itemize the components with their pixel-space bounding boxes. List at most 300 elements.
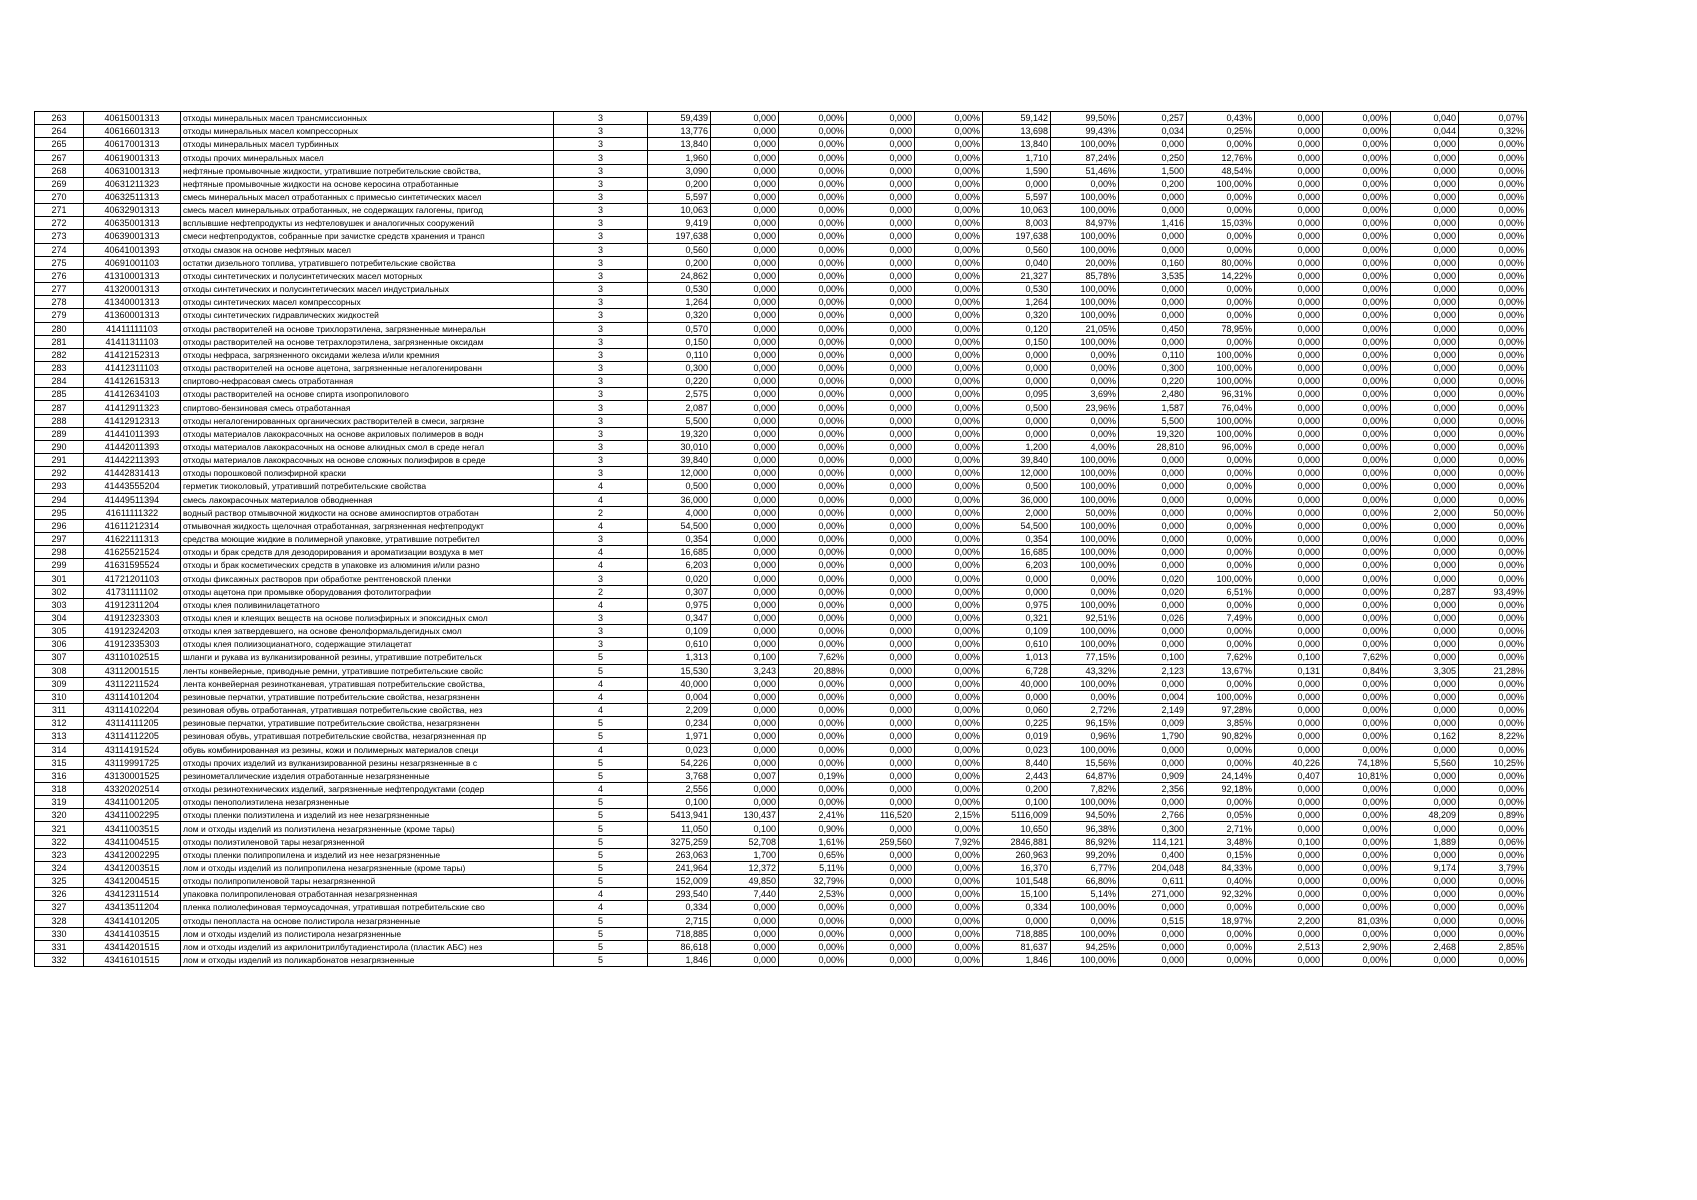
cell-p4: 7,82% — [1051, 782, 1119, 795]
cell-n: 322 — [35, 835, 84, 848]
cell-p2: 0,00% — [779, 506, 847, 519]
cell-v2: 0,000 — [711, 283, 779, 296]
cell-p7: 0,00% — [1459, 533, 1527, 546]
cell-v1: 9,419 — [648, 217, 711, 230]
cell-n: 293 — [35, 480, 84, 493]
cell-p3: 0,00% — [915, 112, 983, 125]
cell-p5: 100,00% — [1187, 572, 1255, 585]
cell-code: 43411002295 — [84, 809, 181, 822]
cell-cls: 3 — [554, 572, 648, 585]
cell-v6: 0,000 — [1255, 177, 1323, 190]
cell-p3: 0,00% — [915, 796, 983, 809]
cell-p6: 0,00% — [1323, 717, 1391, 730]
cell-v7: 1,889 — [1391, 835, 1459, 848]
cell-p2: 0,00% — [779, 440, 847, 453]
cell-v3: 0,000 — [847, 533, 915, 546]
cell-p6: 0,00% — [1323, 901, 1391, 914]
cell-v7: 0,000 — [1391, 467, 1459, 480]
cell-v3: 0,000 — [847, 796, 915, 809]
cell-v4: 0,500 — [983, 480, 1051, 493]
cell-v1: 2,209 — [648, 704, 711, 717]
cell-p3: 0,00% — [915, 440, 983, 453]
cell-v5: 0,611 — [1119, 875, 1187, 888]
cell-p2: 0,00% — [779, 901, 847, 914]
cell-name: отходы пенополиэтилена незагрязненные — [181, 796, 554, 809]
cell-v7: 0,000 — [1391, 677, 1459, 690]
cell-p6: 0,00% — [1323, 585, 1391, 598]
cell-v2: 0,000 — [711, 559, 779, 572]
cell-v1: 0,570 — [648, 322, 711, 335]
cell-v3: 0,000 — [847, 861, 915, 874]
cell-p7: 0,00% — [1459, 888, 1527, 901]
cell-v1: 2,556 — [648, 782, 711, 795]
cell-name: отходы клея полиизоцианатного, содержащие этилацетат — [181, 638, 554, 651]
cell-p7: 0,00% — [1459, 322, 1527, 335]
cell-p5: 92,18% — [1187, 782, 1255, 795]
cell-v4: 1,846 — [983, 954, 1051, 967]
cell-p4: 86,92% — [1051, 835, 1119, 848]
cell-v4: 0,530 — [983, 283, 1051, 296]
cell-name: смесь масел минеральных отработанных, не содержащих галогены, пригод — [181, 204, 554, 217]
cell-v5: 0,000 — [1119, 940, 1187, 953]
cell-n: 290 — [35, 440, 84, 453]
cell-p3: 0,00% — [915, 546, 983, 559]
cell-v3: 0,000 — [847, 756, 915, 769]
cell-p4: 100,00% — [1051, 243, 1119, 256]
cell-p6: 0,00% — [1323, 269, 1391, 282]
cell-p3: 2,15% — [915, 809, 983, 822]
table-row — [35, 401, 1527, 414]
cell-p6: 0,00% — [1323, 782, 1391, 795]
cell-v2: 0,000 — [711, 572, 779, 585]
cell-p7: 0,00% — [1459, 296, 1527, 309]
cell-code: 43114102204 — [84, 704, 181, 717]
cell-v1: 0,110 — [648, 348, 711, 361]
cell-v2: 0,000 — [711, 138, 779, 151]
cell-p2: 0,00% — [779, 151, 847, 164]
cell-p7: 0,00% — [1459, 361, 1527, 374]
table-row — [35, 690, 1527, 703]
cell-v3: 0,000 — [847, 769, 915, 782]
cell-p4: 100,00% — [1051, 454, 1119, 467]
cell-name: отходы синтетических масел компрессорных — [181, 296, 554, 309]
cell-v7: 0,000 — [1391, 533, 1459, 546]
cell-p7: 0,00% — [1459, 914, 1527, 927]
cell-v4: 197,638 — [983, 230, 1051, 243]
cell-v3: 0,000 — [847, 480, 915, 493]
cell-v6: 0,000 — [1255, 954, 1323, 967]
cell-code: 41442831413 — [84, 467, 181, 480]
cell-p7: 3,79% — [1459, 861, 1527, 874]
cell-p3: 0,00% — [915, 125, 983, 138]
cell-v5: 0,257 — [1119, 112, 1187, 125]
cell-n: 328 — [35, 914, 84, 927]
cell-v1: 0,020 — [648, 572, 711, 585]
cell-name: лом и отходы изделий из полистирола незагрязненные — [181, 927, 554, 940]
cell-v1: 2,087 — [648, 401, 711, 414]
cell-p2: 32,79% — [779, 875, 847, 888]
cell-v5: 0,000 — [1119, 533, 1187, 546]
cell-p7: 0,00% — [1459, 454, 1527, 467]
cell-p4: 0,00% — [1051, 585, 1119, 598]
table-row — [35, 388, 1527, 401]
cell-v7: 0,000 — [1391, 611, 1459, 624]
cell-p7: 0,00% — [1459, 954, 1527, 967]
cell-p4: 100,00% — [1051, 927, 1119, 940]
cell-p4: 100,00% — [1051, 954, 1119, 967]
cell-p3: 0,00% — [915, 296, 983, 309]
cell-cls: 3 — [554, 190, 648, 203]
cell-code: 41412152313 — [84, 348, 181, 361]
cell-v3: 0,000 — [847, 348, 915, 361]
cell-cls: 3 — [554, 427, 648, 440]
cell-v1: 0,100 — [648, 796, 711, 809]
cell-p4: 3,69% — [1051, 388, 1119, 401]
cell-v4: 40,000 — [983, 677, 1051, 690]
cell-v1: 263,063 — [648, 848, 711, 861]
cell-p6: 0,00% — [1323, 112, 1391, 125]
table-row — [35, 769, 1527, 782]
cell-p5: 100,00% — [1187, 361, 1255, 374]
cell-p7: 0,06% — [1459, 835, 1527, 848]
cell-v3: 0,000 — [847, 467, 915, 480]
cell-name: отходы пленки полипропилена и изделий из нее незагрязненные — [181, 848, 554, 861]
cell-p5: 0,00% — [1187, 296, 1255, 309]
cell-n: 292 — [35, 467, 84, 480]
cell-v5: 0,000 — [1119, 677, 1187, 690]
cell-p4: 6,77% — [1051, 861, 1119, 874]
table-row — [35, 809, 1527, 822]
cell-p2: 0,00% — [779, 717, 847, 730]
cell-cls: 3 — [554, 440, 648, 453]
cell-name: отходы минеральных масел трансмиссионных — [181, 112, 554, 125]
cell-p2: 0,00% — [779, 335, 847, 348]
cell-v5: 1,500 — [1119, 164, 1187, 177]
cell-cls: 5 — [554, 756, 648, 769]
cell-code: 41625521524 — [84, 546, 181, 559]
cell-name: отходы растворителей на основе трихлорэтилена, загрязненные минеральн — [181, 322, 554, 335]
cell-n: 285 — [35, 388, 84, 401]
cell-v7: 0,040 — [1391, 112, 1459, 125]
table-row — [35, 611, 1527, 624]
table-row — [35, 954, 1527, 967]
cell-n: 308 — [35, 664, 84, 677]
cell-code: 41412912313 — [84, 414, 181, 427]
cell-v6: 0,000 — [1255, 454, 1323, 467]
cell-v3: 0,000 — [847, 611, 915, 624]
cell-n: 315 — [35, 756, 84, 769]
cell-p2: 20,88% — [779, 664, 847, 677]
cell-p5: 0,40% — [1187, 875, 1255, 888]
table-row — [35, 217, 1527, 230]
cell-v6: 0,000 — [1255, 861, 1323, 874]
cell-p3: 0,00% — [915, 954, 983, 967]
cell-v5: 0,000 — [1119, 796, 1187, 809]
cell-p2: 0,90% — [779, 822, 847, 835]
cell-p5: 0,00% — [1187, 559, 1255, 572]
cell-v1: 197,638 — [648, 230, 711, 243]
cell-p5: 100,00% — [1187, 427, 1255, 440]
cell-cls: 4 — [554, 901, 648, 914]
cell-v3: 0,000 — [847, 309, 915, 322]
table-row — [35, 743, 1527, 756]
cell-cls: 2 — [554, 506, 648, 519]
cell-v3: 0,000 — [847, 230, 915, 243]
cell-v7: 0,000 — [1391, 151, 1459, 164]
cell-v5: 0,000 — [1119, 454, 1187, 467]
cell-v6: 0,000 — [1255, 269, 1323, 282]
cell-n: 277 — [35, 283, 84, 296]
cell-p4: 21,05% — [1051, 322, 1119, 335]
cell-v7: 0,000 — [1391, 388, 1459, 401]
cell-p3: 0,00% — [915, 375, 983, 388]
cell-n: 294 — [35, 493, 84, 506]
cell-cls: 3 — [554, 375, 648, 388]
cell-p5: 48,54% — [1187, 164, 1255, 177]
table-row — [35, 756, 1527, 769]
cell-v5: 0,034 — [1119, 125, 1187, 138]
cell-p4: 100,00% — [1051, 335, 1119, 348]
cell-p6: 0,00% — [1323, 875, 1391, 888]
cell-code: 41611111322 — [84, 506, 181, 519]
cell-v6: 0,000 — [1255, 112, 1323, 125]
cell-name: ленты конвейерные, приводные ремни, утратившие потребительские свойс — [181, 664, 554, 677]
cell-cls: 3 — [554, 125, 648, 138]
cell-v4: 10,063 — [983, 204, 1051, 217]
cell-n: 280 — [35, 322, 84, 335]
cell-v5: 0,000 — [1119, 296, 1187, 309]
cell-code: 40616601313 — [84, 125, 181, 138]
cell-p3: 0,00% — [915, 519, 983, 532]
cell-name: резинометаллические изделия отработанные незагрязненные — [181, 769, 554, 782]
cell-v3: 0,000 — [847, 427, 915, 440]
cell-p4: 100,00% — [1051, 296, 1119, 309]
cell-v3: 0,000 — [847, 401, 915, 414]
cell-v7: 0,000 — [1391, 401, 1459, 414]
cell-v1: 1,313 — [648, 651, 711, 664]
cell-v3: 0,000 — [847, 927, 915, 940]
cell-name: отходы растворителей на основе спирта изопропилового — [181, 388, 554, 401]
cell-code: 40635001313 — [84, 217, 181, 230]
cell-n: 306 — [35, 638, 84, 651]
cell-v3: 0,000 — [847, 638, 915, 651]
cell-p3: 0,00% — [915, 875, 983, 888]
cell-v2: 1,700 — [711, 848, 779, 861]
cell-p3: 0,00% — [915, 888, 983, 901]
cell-v1: 3,090 — [648, 164, 711, 177]
table-row — [35, 717, 1527, 730]
cell-p5: 7,49% — [1187, 611, 1255, 624]
cell-cls: 5 — [554, 651, 648, 664]
cell-n: 275 — [35, 256, 84, 269]
cell-v2: 0,000 — [711, 480, 779, 493]
cell-cls: 3 — [554, 401, 648, 414]
cell-p5: 3,48% — [1187, 835, 1255, 848]
cell-p5: 0,15% — [1187, 848, 1255, 861]
cell-p6: 0,00% — [1323, 835, 1391, 848]
cell-v1: 0,234 — [648, 717, 711, 730]
cell-p3: 0,00% — [915, 572, 983, 585]
cell-name: лом и отходы изделий из акрилонитрилбутадиенстирола (пластик АБС) нез — [181, 940, 554, 953]
cell-v6: 0,000 — [1255, 625, 1323, 638]
cell-v6: 0,100 — [1255, 835, 1323, 848]
cell-name: отходы ацетона при промывке оборудования фотолитографии — [181, 585, 554, 598]
cell-v7: 0,000 — [1391, 269, 1459, 282]
cell-p4: 0,00% — [1051, 348, 1119, 361]
cell-p5: 0,00% — [1187, 546, 1255, 559]
cell-v4: 2,443 — [983, 769, 1051, 782]
cell-v6: 2,200 — [1255, 914, 1323, 927]
cell-v2: 0,007 — [711, 769, 779, 782]
table-row — [35, 901, 1527, 914]
cell-v6: 0,000 — [1255, 782, 1323, 795]
cell-name: шланги и рукава из вулканизированной резины, утратившие потребительск — [181, 651, 554, 664]
cell-p4: 100,00% — [1051, 230, 1119, 243]
cell-v6: 0,000 — [1255, 888, 1323, 901]
cell-p4: 23,96% — [1051, 401, 1119, 414]
cell-code: 43320202514 — [84, 782, 181, 795]
cell-p2: 0,00% — [779, 204, 847, 217]
cell-v3: 0,000 — [847, 361, 915, 374]
cell-v2: 0,000 — [711, 322, 779, 335]
cell-p4: 0,96% — [1051, 730, 1119, 743]
cell-v2: 0,000 — [711, 940, 779, 953]
cell-p6: 0,00% — [1323, 625, 1391, 638]
cell-n: 264 — [35, 125, 84, 138]
cell-name: водный раствор отмывочной жидкости на основе аминоспиртов отработан — [181, 506, 554, 519]
cell-n: 302 — [35, 585, 84, 598]
cell-v5: 0,000 — [1119, 546, 1187, 559]
cell-v4: 1,590 — [983, 164, 1051, 177]
cell-p2: 7,62% — [779, 651, 847, 664]
cell-n: 270 — [35, 190, 84, 203]
table-row — [35, 204, 1527, 217]
cell-p5: 100,00% — [1187, 348, 1255, 361]
cell-p6: 0,00% — [1323, 796, 1391, 809]
cell-p5: 0,00% — [1187, 796, 1255, 809]
cell-v7: 0,000 — [1391, 559, 1459, 572]
cell-v3: 0,000 — [847, 717, 915, 730]
cell-p5: 0,00% — [1187, 309, 1255, 322]
cell-v7: 0,000 — [1391, 283, 1459, 296]
cell-p4: 100,00% — [1051, 204, 1119, 217]
cell-v5: 2,766 — [1119, 809, 1187, 822]
cell-v6: 0,000 — [1255, 388, 1323, 401]
cell-p6: 0,00% — [1323, 217, 1391, 230]
cell-v4: 260,963 — [983, 848, 1051, 861]
cell-v4: 1,200 — [983, 440, 1051, 453]
cell-p4: 64,87% — [1051, 769, 1119, 782]
cell-code: 43114112205 — [84, 730, 181, 743]
cell-p3: 0,00% — [915, 651, 983, 664]
cell-cls: 3 — [554, 467, 648, 480]
cell-p2: 0,00% — [779, 269, 847, 282]
cell-v5: 0,450 — [1119, 322, 1187, 335]
cell-v3: 0,000 — [847, 335, 915, 348]
cell-p3: 0,00% — [915, 533, 983, 546]
table-row — [35, 309, 1527, 322]
cell-cls: 3 — [554, 533, 648, 546]
cell-v7: 0,000 — [1391, 230, 1459, 243]
cell-p6: 0,00% — [1323, 822, 1391, 835]
cell-name: смесь минеральных масел отработанных с примесью синтетических масел — [181, 190, 554, 203]
cell-v7: 0,000 — [1391, 454, 1459, 467]
cell-v3: 0,000 — [847, 388, 915, 401]
cell-p3: 0,00% — [915, 243, 983, 256]
cell-v6: 0,000 — [1255, 125, 1323, 138]
cell-v6: 0,000 — [1255, 638, 1323, 651]
cell-p3: 0,00% — [915, 664, 983, 677]
cell-v3: 0,000 — [847, 940, 915, 953]
cell-p3: 0,00% — [915, 480, 983, 493]
cell-v1: 30,010 — [648, 440, 711, 453]
cell-p5: 0,00% — [1187, 506, 1255, 519]
cell-v6: 2,513 — [1255, 940, 1323, 953]
cell-v3: 0,000 — [847, 493, 915, 506]
cell-v7: 0,000 — [1391, 888, 1459, 901]
cell-p7: 0,00% — [1459, 559, 1527, 572]
cell-n: 309 — [35, 677, 84, 690]
cell-p2: 0,00% — [779, 177, 847, 190]
cell-v6: 0,000 — [1255, 533, 1323, 546]
cell-code: 41412911323 — [84, 401, 181, 414]
cell-p4: 94,50% — [1051, 809, 1119, 822]
cell-v2: 0,000 — [711, 756, 779, 769]
table-row — [35, 440, 1527, 453]
cell-p7: 0,00% — [1459, 546, 1527, 559]
cell-p3: 0,00% — [915, 677, 983, 690]
cell-p2: 0,00% — [779, 677, 847, 690]
cell-v1: 0,220 — [648, 375, 711, 388]
cell-v6: 0,000 — [1255, 414, 1323, 427]
cell-v1: 0,023 — [648, 743, 711, 756]
cell-p6: 0,00% — [1323, 519, 1391, 532]
cell-v5: 0,000 — [1119, 743, 1187, 756]
cell-v5: 0,000 — [1119, 625, 1187, 638]
cell-n: 312 — [35, 717, 84, 730]
cell-p6: 0,00% — [1323, 638, 1391, 651]
cell-v2: 0,000 — [711, 309, 779, 322]
cell-v2: 0,000 — [711, 256, 779, 269]
cell-v1: 10,063 — [648, 204, 711, 217]
data-table — [34, 111, 1527, 967]
cell-code: 43114191524 — [84, 743, 181, 756]
cell-v6: 0,000 — [1255, 559, 1323, 572]
cell-cls: 3 — [554, 638, 648, 651]
table-row — [35, 888, 1527, 901]
cell-v3: 0,000 — [847, 822, 915, 835]
cell-v3: 0,000 — [847, 598, 915, 611]
cell-p5: 2,71% — [1187, 822, 1255, 835]
cell-p7: 0,00% — [1459, 427, 1527, 440]
cell-p6: 0,00% — [1323, 348, 1391, 361]
cell-p3: 0,00% — [915, 335, 983, 348]
cell-v7: 0,000 — [1391, 848, 1459, 861]
cell-code: 41441011393 — [84, 427, 181, 440]
cell-v5: 5,500 — [1119, 414, 1187, 427]
table-row — [35, 454, 1527, 467]
cell-n: 265 — [35, 138, 84, 151]
cell-v5: 19,320 — [1119, 427, 1187, 440]
cell-v7: 0,000 — [1391, 243, 1459, 256]
cell-code: 43414103515 — [84, 927, 181, 940]
cell-code: 43412003515 — [84, 861, 181, 874]
cell-p2: 1,61% — [779, 835, 847, 848]
cell-name: средства моющие жидкие в полимерной упаковке, утратившие потребител — [181, 533, 554, 546]
cell-p2: 0,00% — [779, 743, 847, 756]
cell-v1: 718,885 — [648, 927, 711, 940]
cell-p5: 0,25% — [1187, 125, 1255, 138]
